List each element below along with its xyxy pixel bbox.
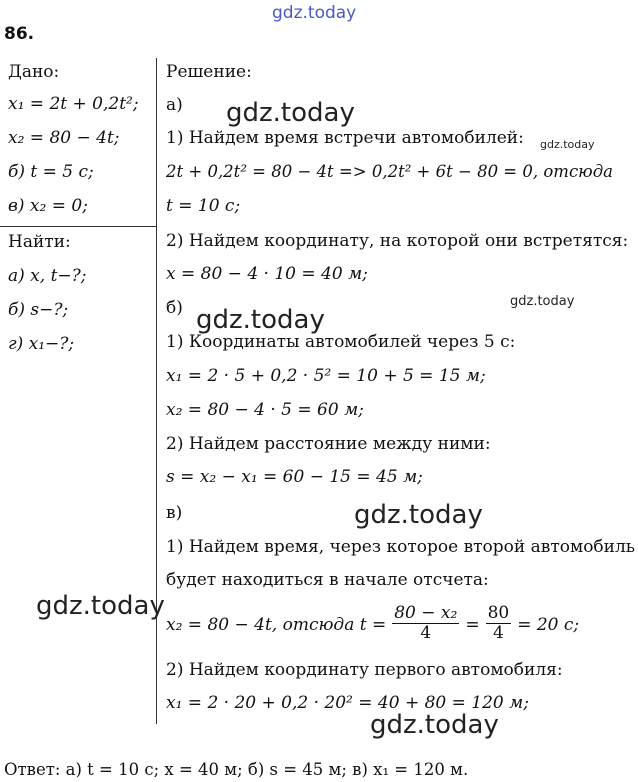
part-v-label: в): [166, 503, 183, 523]
find-line-3: г) x₁−?;: [8, 334, 75, 354]
v1-frac2-den: 4: [492, 622, 504, 643]
header-watermark: gdz.today: [272, 3, 357, 23]
a1-equation: 2t + 0,2t² = 80 − 4t => 0,2t² + 6t − 80 = 0, отсюда: [166, 162, 614, 181]
v1-fraction-2: [486, 604, 512, 643]
given-line-2: x₂ = 80 − 4t;: [8, 128, 120, 148]
v1-equals: =: [465, 615, 480, 635]
v1-frac1-den: 4: [420, 622, 432, 643]
solution-title: Решение:: [166, 62, 252, 82]
watermark-6: gdz.today: [36, 591, 165, 621]
given-line-3: б) t = 5 с;: [8, 162, 94, 182]
part-a-label: а): [166, 95, 183, 115]
find-title: Найти:: [8, 232, 71, 252]
problem-number: 86.: [4, 24, 35, 44]
find-line-1: а) x, t−?;: [8, 266, 87, 286]
column-divider: [156, 58, 157, 724]
v1-frac2-num: 80: [487, 602, 510, 623]
watermark-4: gdz.today: [196, 305, 325, 335]
v1-text-1: 1) Найдем время, через которое второй автомобиль: [166, 537, 636, 557]
b1-equation-1: x₁ = 2 · 5 + 0,2 · 5² = 10 + 5 = 15 м;: [166, 366, 486, 386]
watermark-2: gdz.today: [540, 138, 595, 151]
a1-result: t = 10 с;: [166, 196, 241, 216]
v1-text-2: будет находиться в начале отсчета:: [166, 570, 489, 590]
b1-equation-2: x₂ = 80 − 4 · 5 = 60 м;: [166, 400, 364, 420]
given-title: Дано:: [8, 62, 60, 82]
b2-text: 2) Найдем расстояние между ними:: [166, 434, 491, 454]
given-line-4: в) x₂ = 0;: [8, 196, 88, 216]
watermark-7: gdz.today: [370, 710, 499, 740]
given-find-divider: [0, 226, 157, 227]
watermark-1: gdz.today: [226, 98, 355, 128]
part-b-label: б): [166, 298, 183, 318]
v1-fraction-1: [392, 604, 459, 643]
v2-text: 2) Найдем координату первого автомобиля:: [166, 660, 563, 680]
a2-equation: x = 80 − 4 · 10 = 40 м;: [166, 264, 368, 284]
a2-text: 2) Найдем координату, на которой они встретятся:: [166, 231, 629, 251]
answer-line: Ответ: а) t = 10 с; x = 40 м; б) s = 45 м; в) x₁ = 120 м.: [4, 760, 469, 779]
given-line-1: x₁ = 2t + 0,2t²;: [8, 94, 139, 114]
watermark-3: gdz.today: [510, 294, 575, 309]
watermark-5: gdz.today: [354, 500, 483, 530]
b1-text: 1) Координаты автомобилей через 5 с:: [166, 332, 516, 352]
v1-frac1-num: 80 − x₂: [394, 602, 458, 623]
find-line-2: б) s−?;: [8, 300, 69, 320]
v1-eq-prefix: x₂ = 80 − 4t, отсюда t =: [166, 615, 387, 635]
b2-equation: s = x₂ − x₁ = 60 − 15 = 45 м;: [166, 467, 423, 487]
v1-eq-suffix: = 20 с;: [517, 615, 580, 635]
v1-equation: [166, 600, 579, 650]
v2-equation: x₁ = 2 · 20 + 0,2 · 20² = 40 + 80 = 120 м;: [166, 693, 529, 713]
a1-text: 1) Найдем время встречи автомобилей:: [166, 128, 524, 148]
